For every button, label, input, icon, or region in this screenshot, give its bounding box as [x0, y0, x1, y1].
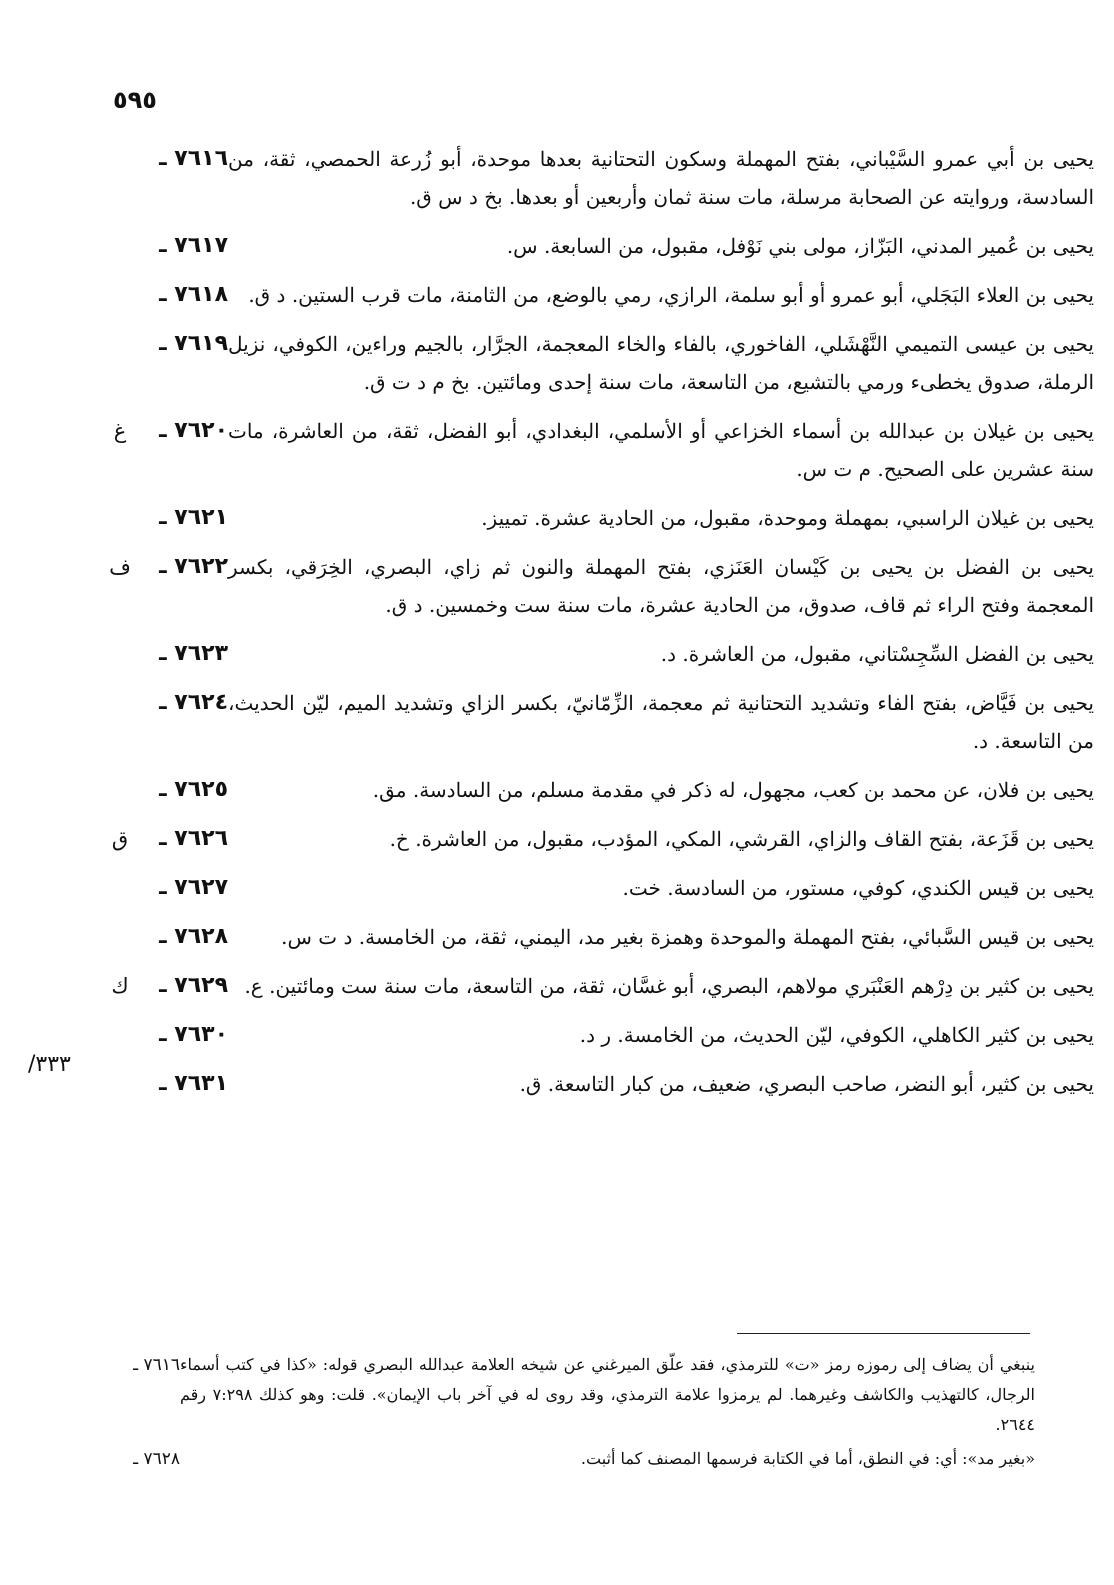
margin-cross-reference: ٣٣٣/ — [28, 1052, 71, 1077]
entry-text: يحيى بن عيسى التميمي النَّهْشَلي، الفاخوري، بالفاء والخاء المعجمة، الجرَّار، بالجيم وراءين، الكوفي، نزيل الرملة، صدوق يخطىء ورمي بالتشيع، من التاسعة، مات سنة إحدى ومائتين. بخ م د ت ق. — [228, 332, 1094, 394]
entry-text: يحيى بن كثير، أبو النضر، صاحب البصري، ضعيف، من كبار التاسعة. ق. — [519, 1072, 1094, 1096]
entry-text: يحيى بن كثير بن دِرْهم العَنْبَري مولاهم، البصري، أبو غسَّان، ثقة، من التاسعة، مات سنة ست ومائتين. ع. — [244, 974, 1094, 998]
entry-text: يحيى بن فَيَّاض، بفتح الفاء وتشديد التحتانية ثم معجمة، الزِّمّانيّ، بكسر الزاي وتشديد الميم، ليّن الحديث، من التاسعة. د. — [228, 691, 1094, 753]
entry-number: ٧٦١٨ ـ — [159, 282, 228, 307]
entry — [100, 1065, 1100, 1103]
entry-number: ٧٦١٦ ـ — [159, 146, 228, 171]
entry-text: يحيى بن الفضل السِّجِسْتاني، مقبول، من العاشرة. د. — [660, 642, 1094, 666]
section-letter: ك — [111, 974, 129, 998]
footnotes — [100, 1350, 1035, 1478]
entry — [100, 918, 1100, 956]
entry — [100, 276, 1100, 314]
section-letter: ف — [109, 555, 131, 579]
entry — [100, 869, 1100, 907]
entry — [100, 140, 1100, 216]
entry-text: يحيى بن قيس السَّبائي، بفتح المهملة والموحدة وهمزة بغير مد، اليمني، ثقة، من الخامسة. د ت س. — [281, 925, 1094, 949]
footnote-divider — [737, 1333, 1030, 1334]
entry-text: يحيى بن العلاء البَجَلي، أبو عمرو أو أبو سلمة، الرازي، رمي بالوضع، من الثامنة، مات قرب الستين. د ق. — [248, 283, 1094, 307]
entry — [100, 820, 1100, 858]
footnote — [100, 1444, 1035, 1474]
entry — [100, 325, 1100, 401]
entry-text: يحيى بن غيلان الراسبي، بمهملة وموحدة، مقبول، من الحادية عشرة. تمييز. — [481, 506, 1094, 530]
entry-number: ٧٦٢٦ ـ — [159, 826, 228, 851]
entry-text: يحيى بن قيس الكندي، كوفي، مستور، من السادسة. خت. — [622, 876, 1094, 900]
entry-number: ٧٦٢٧ ـ — [159, 875, 228, 900]
entry-number: ٧٦٢٨ ـ — [159, 924, 228, 949]
entry — [100, 771, 1100, 809]
entry — [100, 227, 1100, 265]
entry-text: يحيى بن فلان، عن محمد بن كعب، مجهول، له ذكر في مقدمة مسلم، من السادسة. مق. — [372, 778, 1094, 802]
entry-number: ٧٦٢٢ ـ — [159, 554, 228, 579]
entry-text: يحيى بن كثير الكاهلي، الكوفي، ليّن الحديث، من الخامسة. ر د. — [579, 1023, 1094, 1047]
entry — [100, 548, 1100, 624]
footnote-number: ٧٦١٦ ـ — [133, 1355, 180, 1375]
entry-number: ٧٦١٩ ـ — [159, 331, 228, 356]
footnote-text: «بغير مد»: أي: في النطق، أما في الكتابة فرسمها المصنف كما أثبت. — [580, 1449, 1035, 1468]
entry-number: ٧٦٢٣ ـ — [159, 641, 228, 666]
entry-number: ٧٦١٧ ـ — [159, 233, 228, 258]
entry-text: يحيى بن قَزَعة، بفتح القاف والزاي، القرشي، المكي، المؤدب، مقبول، من العاشرة. خ. — [389, 827, 1094, 851]
entry — [100, 684, 1100, 760]
footnote — [100, 1350, 1035, 1440]
section-letter: ق — [111, 827, 129, 851]
footnote-number: ٧٦٢٨ ـ — [133, 1449, 180, 1469]
entry-number: ٧٦٢٠ ـ — [159, 418, 228, 443]
entry-number: ٧٦٢٤ ـ — [159, 690, 228, 715]
entry-number: ٧٦٢١ ـ — [159, 505, 228, 530]
entry-number: ٧٦٣٠ ـ — [159, 1022, 228, 1047]
entry — [100, 499, 1100, 537]
entry — [100, 412, 1100, 488]
entry-number: ٧٦٢٩ ـ — [159, 973, 228, 998]
entry-text: يحيى بن غيلان بن عبدالله بن أسماء الخزاعي أو الأسلمي، البغدادي، أبو الفضل، ثقة، من العاشرة، مات سنة عشرين على الصحيح. م ت س. — [228, 419, 1094, 481]
entry-number: ٧٦٢٥ ـ — [159, 777, 228, 802]
entry-text: يحيى بن الفضل بن يحيى بن كَيْسان العَنَزي، بفتح المهملة والنون ثم زاي، البصري، الخِرَقي، بكسر المعجمة وفتح الراء ثم قاف، صدوق، من الحادية عشرة، مات سنة ست وخمسين. د ق. — [228, 555, 1094, 617]
footnote-text: ينبغي أن يضاف إلى رموزه رمز «ت» للترمذي، فقد علّق الميرغني عن شيخه العلامة عبدالله البصري قوله: «كذا في كتب أسماء الرجال، كالتهذيب والكاشف وغيرهما. لم يرمزوا علامة الترمذي، وقد روى له في آخر باب الإيمان». قلت: وهو كذلك ٧:٢٩٨ رقم ٢٦٤٤. — [180, 1355, 1036, 1434]
biography-entries — [100, 140, 1100, 1114]
entry — [100, 1016, 1100, 1054]
entry — [100, 967, 1100, 1005]
entry-text: يحيى بن عُمير المدني، البَزّاز، مولى بني نَوْفل، مقبول، من السابعة. س. — [506, 234, 1094, 258]
entry-text: يحيى بن أبي عمرو السَّيْباني، بفتح المهملة وسكون التحتانية بعدها موحدة، أبو زُرعة الحمصي، ثقة، من السادسة، وروايته عن الصحابة مرسلة، مات سنة ثمان وأربعين أو بعدها. بخ د س ق. — [228, 147, 1095, 209]
page-number: ٥٩٥ — [113, 86, 157, 114]
section-letter: غ — [113, 419, 127, 443]
entry-number: ٧٦٣١ ـ — [159, 1071, 228, 1096]
entry — [100, 635, 1100, 673]
